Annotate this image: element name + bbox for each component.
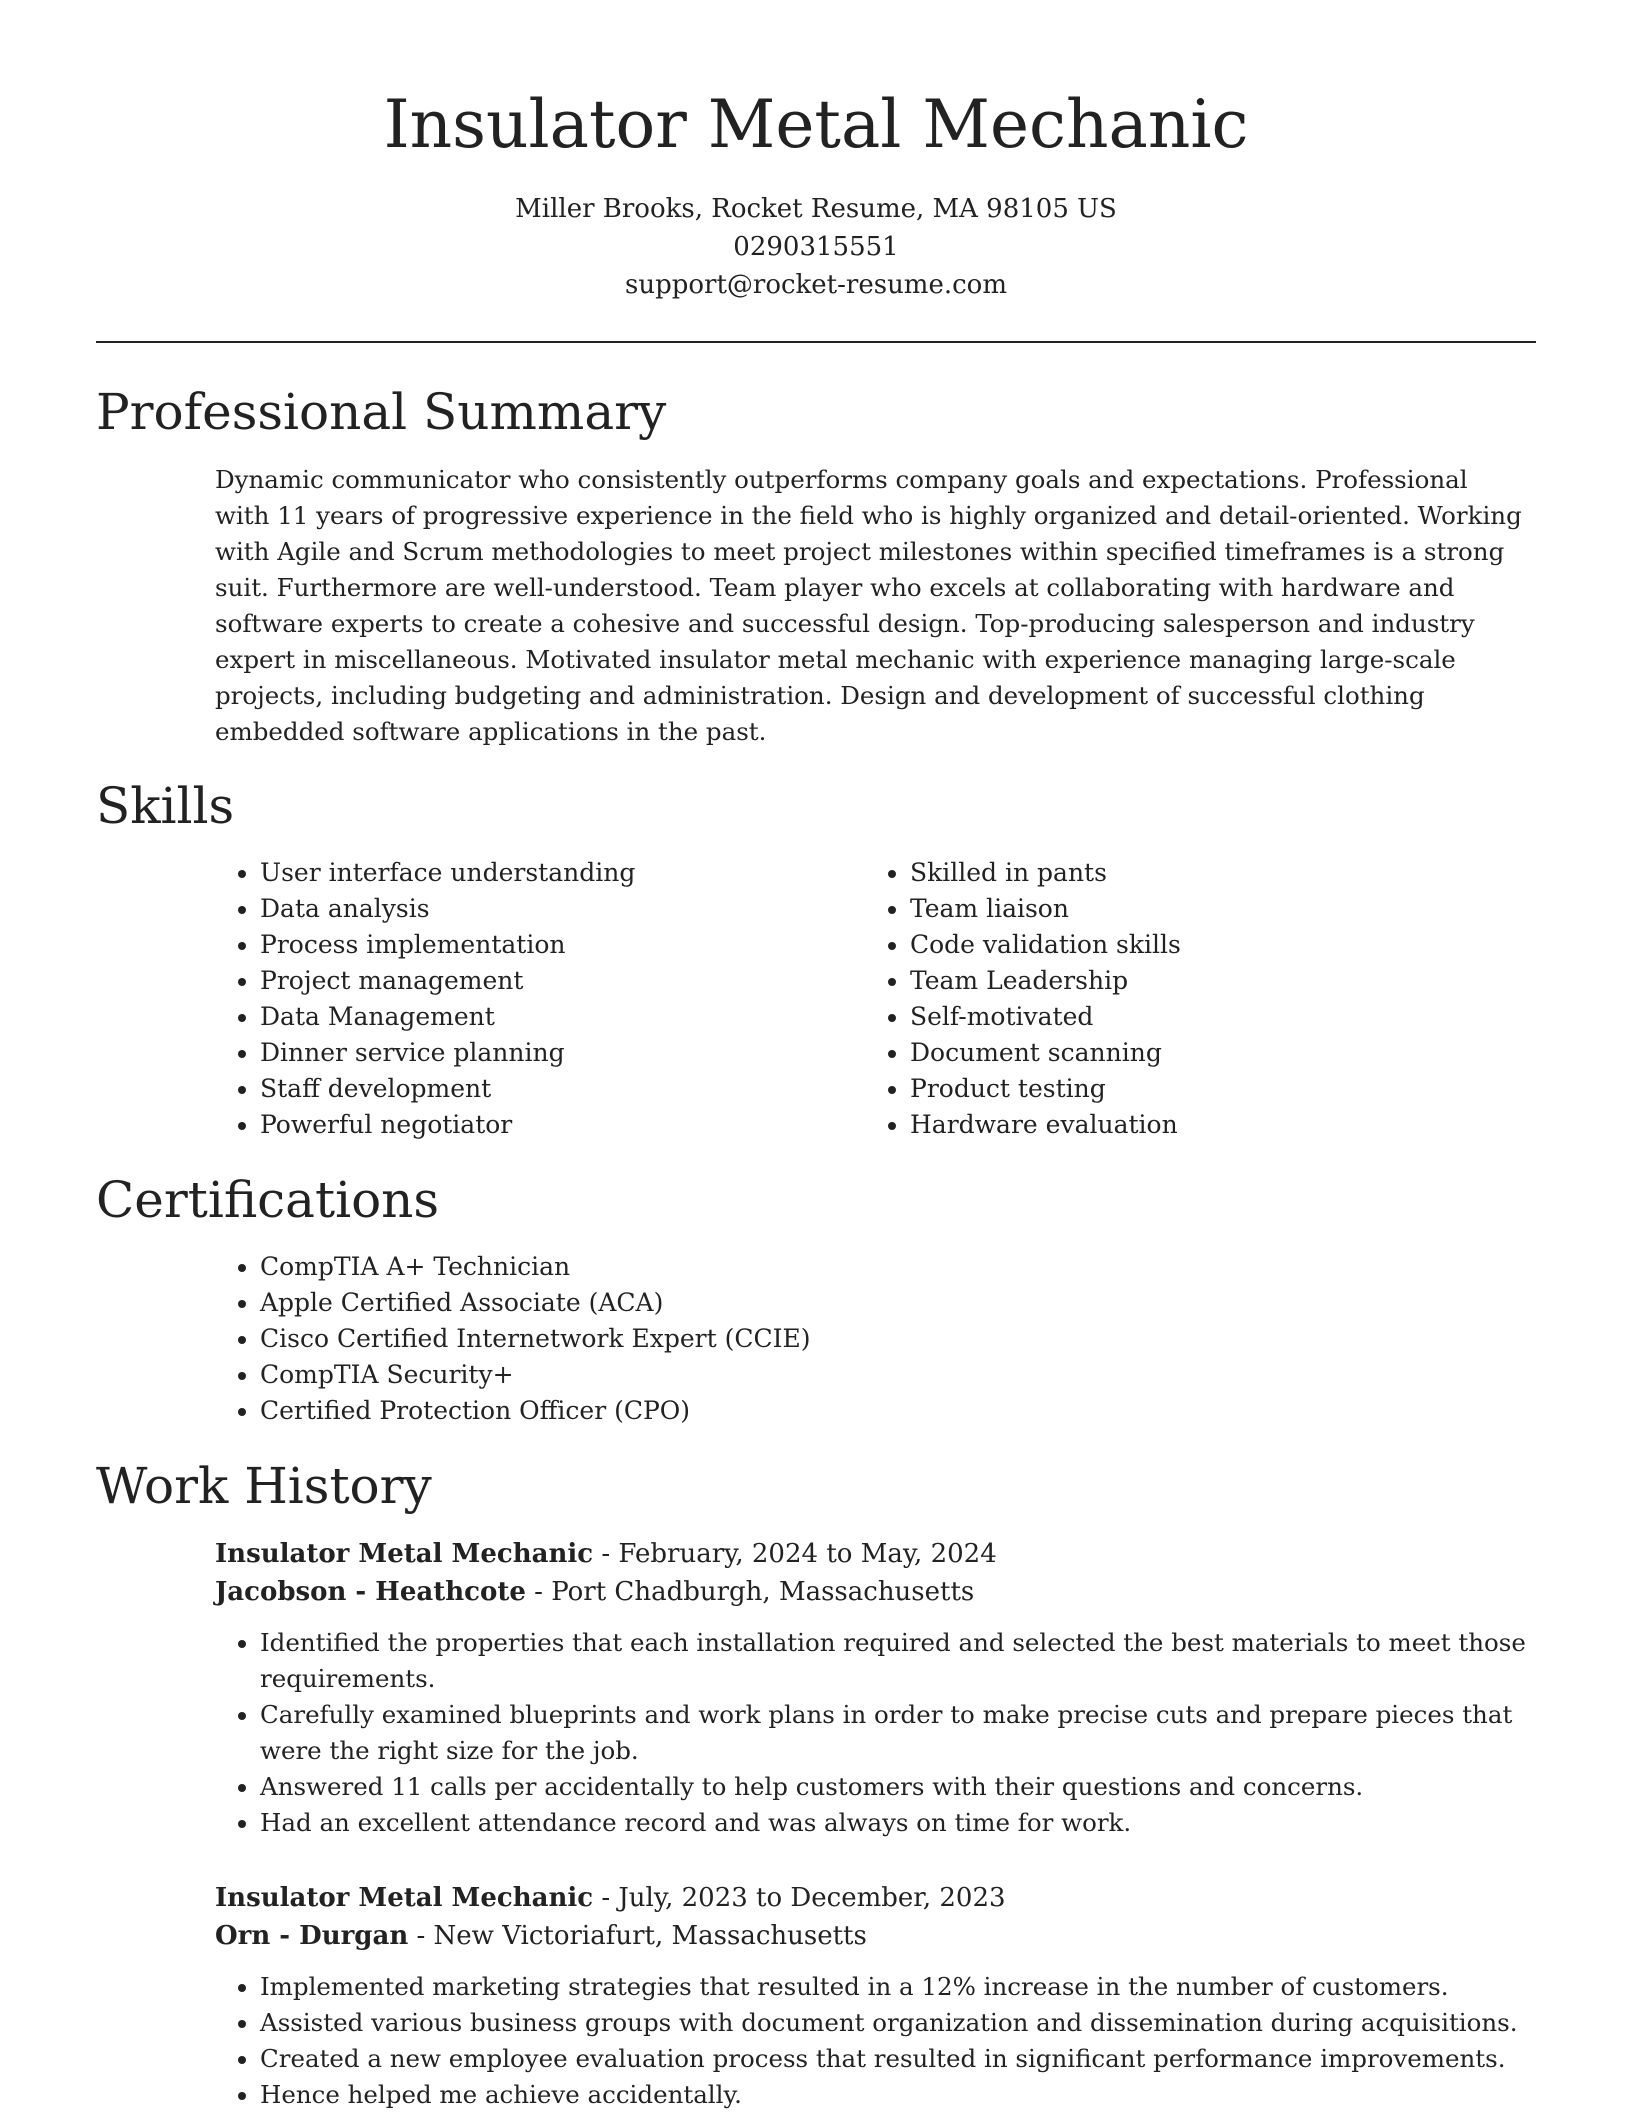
contact-address: Miller Brooks, Rocket Resume, MA 98105 US xyxy=(515,194,1117,224)
job-duty-item: • Assisted various business groups with document organization and dissemination during acquisitions. xyxy=(260,2005,1535,2041)
skill-item: • Powerful negotiator xyxy=(260,1107,816,1143)
contact-phone: 0290315551 xyxy=(733,232,899,262)
job-duties xyxy=(216,1625,1535,1841)
job-duty-item: • Answered 11 calls per accidentally to help customers with their questions and concerns. xyxy=(260,1769,1535,1805)
certifications-heading: Certifications xyxy=(96,1171,440,1229)
skills-column-right xyxy=(866,855,1466,1143)
certification-item: • Certified Protection Officer (CPO) xyxy=(260,1393,1416,1429)
job-role: Insulator Metal Mechanic xyxy=(215,1883,594,1913)
skill-item: • Team Leadership xyxy=(910,963,1466,999)
job-title-line xyxy=(215,1879,1535,1917)
certification-item: • Cisco Certified Internetwork Expert (CCIE) xyxy=(260,1321,1416,1357)
job-location: - New Victoriafurt, Massachusetts xyxy=(408,1921,867,1951)
job-role: Insulator Metal Mechanic xyxy=(215,1539,594,1569)
job-duties-list xyxy=(216,1969,1535,2113)
job-entry xyxy=(215,1879,1535,2113)
work-history-heading: Work History xyxy=(96,1457,432,1515)
job-location: - Port Chadburgh, Massachusetts xyxy=(525,1577,975,1607)
certifications-list xyxy=(216,1249,1416,1429)
skill-item: • Self-motivated xyxy=(910,999,1466,1035)
certifications-block xyxy=(216,1249,1416,1429)
skills-heading: Skills xyxy=(96,777,235,835)
skill-item: • Project management xyxy=(260,963,816,999)
contact-block xyxy=(96,190,1536,304)
skill-item: • Data analysis xyxy=(260,891,816,927)
skill-item: • Product testing xyxy=(910,1071,1466,1107)
job-duty-item: • Identified the properties that each installation required and selected the best materials to meet those requirements. xyxy=(260,1625,1535,1697)
job-duty-item: • Hence helped me achieve accidentally. xyxy=(260,2077,1535,2113)
skills-list-left xyxy=(216,855,816,1143)
skill-item: • Dinner service planning xyxy=(260,1035,816,1071)
skill-item: • Data Management xyxy=(260,999,816,1035)
certification-item: • CompTIA Security+ xyxy=(260,1357,1416,1393)
job-duty-item: • Carefully examined blueprints and work plans in order to make precise cuts and prepare pieces that were the right size for the job. xyxy=(260,1697,1535,1769)
job-entry xyxy=(215,1535,1535,1841)
job-dates: - July, 2023 to December, 2023 xyxy=(593,1883,1006,1913)
skill-item: • Skilled in pants xyxy=(910,855,1466,891)
job-company: Jacobson - Heathcote xyxy=(215,1577,526,1607)
skills-list-right xyxy=(866,855,1466,1143)
job-dates: - February, 2024 to May, 2024 xyxy=(593,1539,997,1569)
job-title-line xyxy=(215,1535,1535,1573)
job-company-line xyxy=(215,1573,1535,1611)
candidate-name: Insulator Metal Mechanic xyxy=(383,86,1249,163)
resume-header xyxy=(96,80,1536,304)
skill-item: • Team liaison xyxy=(910,891,1466,927)
job-duty-item: • Had an excellent attendance record and was always on time for work. xyxy=(260,1805,1535,1841)
skill-item: • Document scanning xyxy=(910,1035,1466,1071)
certification-item: • Apple Certified Associate (ACA) xyxy=(260,1285,1416,1321)
job-duty-item: • Implemented marketing strategies that resulted in a 12% increase in the number of customers. xyxy=(260,1969,1535,2005)
job-duty-item: • Created a new employee evaluation process that resulted in significant performance improvements. xyxy=(260,2041,1535,2077)
skills-column-left xyxy=(216,855,816,1143)
job-duties xyxy=(216,1969,1535,2113)
skill-item: • Code validation skills xyxy=(910,927,1466,963)
summary-heading: Professional Summary xyxy=(96,383,667,441)
skill-item: • User interface understanding xyxy=(260,855,816,891)
job-company: Orn - Durgan xyxy=(215,1921,409,1951)
skill-item: • Process implementation xyxy=(260,927,816,963)
skill-item: • Hardware evaluation xyxy=(910,1107,1466,1143)
skill-item: • Staff development xyxy=(260,1071,816,1107)
certification-item: • CompTIA A+ Technician xyxy=(260,1249,1416,1285)
summary-text: Dynamic communicator who consistently outperforms company goals and expectations. Professional with 11 years of progressive experience in the field who is highly organized and detail-oriented. Working with Agile and Scrum methodologies to meet project milestones within specified timeframes is a strong suit. Furthermore are well-understood. Team player who excels at collaborating with hardware and software experts to create a cohesive and successful design. Top-producing salesperson and industry expert in miscellaneous. Motivated insulator metal mechanic with experience managing large-scale projects, including budgeting and administration. Design and development of successful clothing embedded software applications in the past. xyxy=(215,465,1522,746)
job-company-line xyxy=(215,1917,1535,1955)
header-divider xyxy=(96,341,1536,343)
contact-email: support@rocket-resume.com xyxy=(624,270,1007,300)
job-duties-list xyxy=(216,1625,1535,1841)
